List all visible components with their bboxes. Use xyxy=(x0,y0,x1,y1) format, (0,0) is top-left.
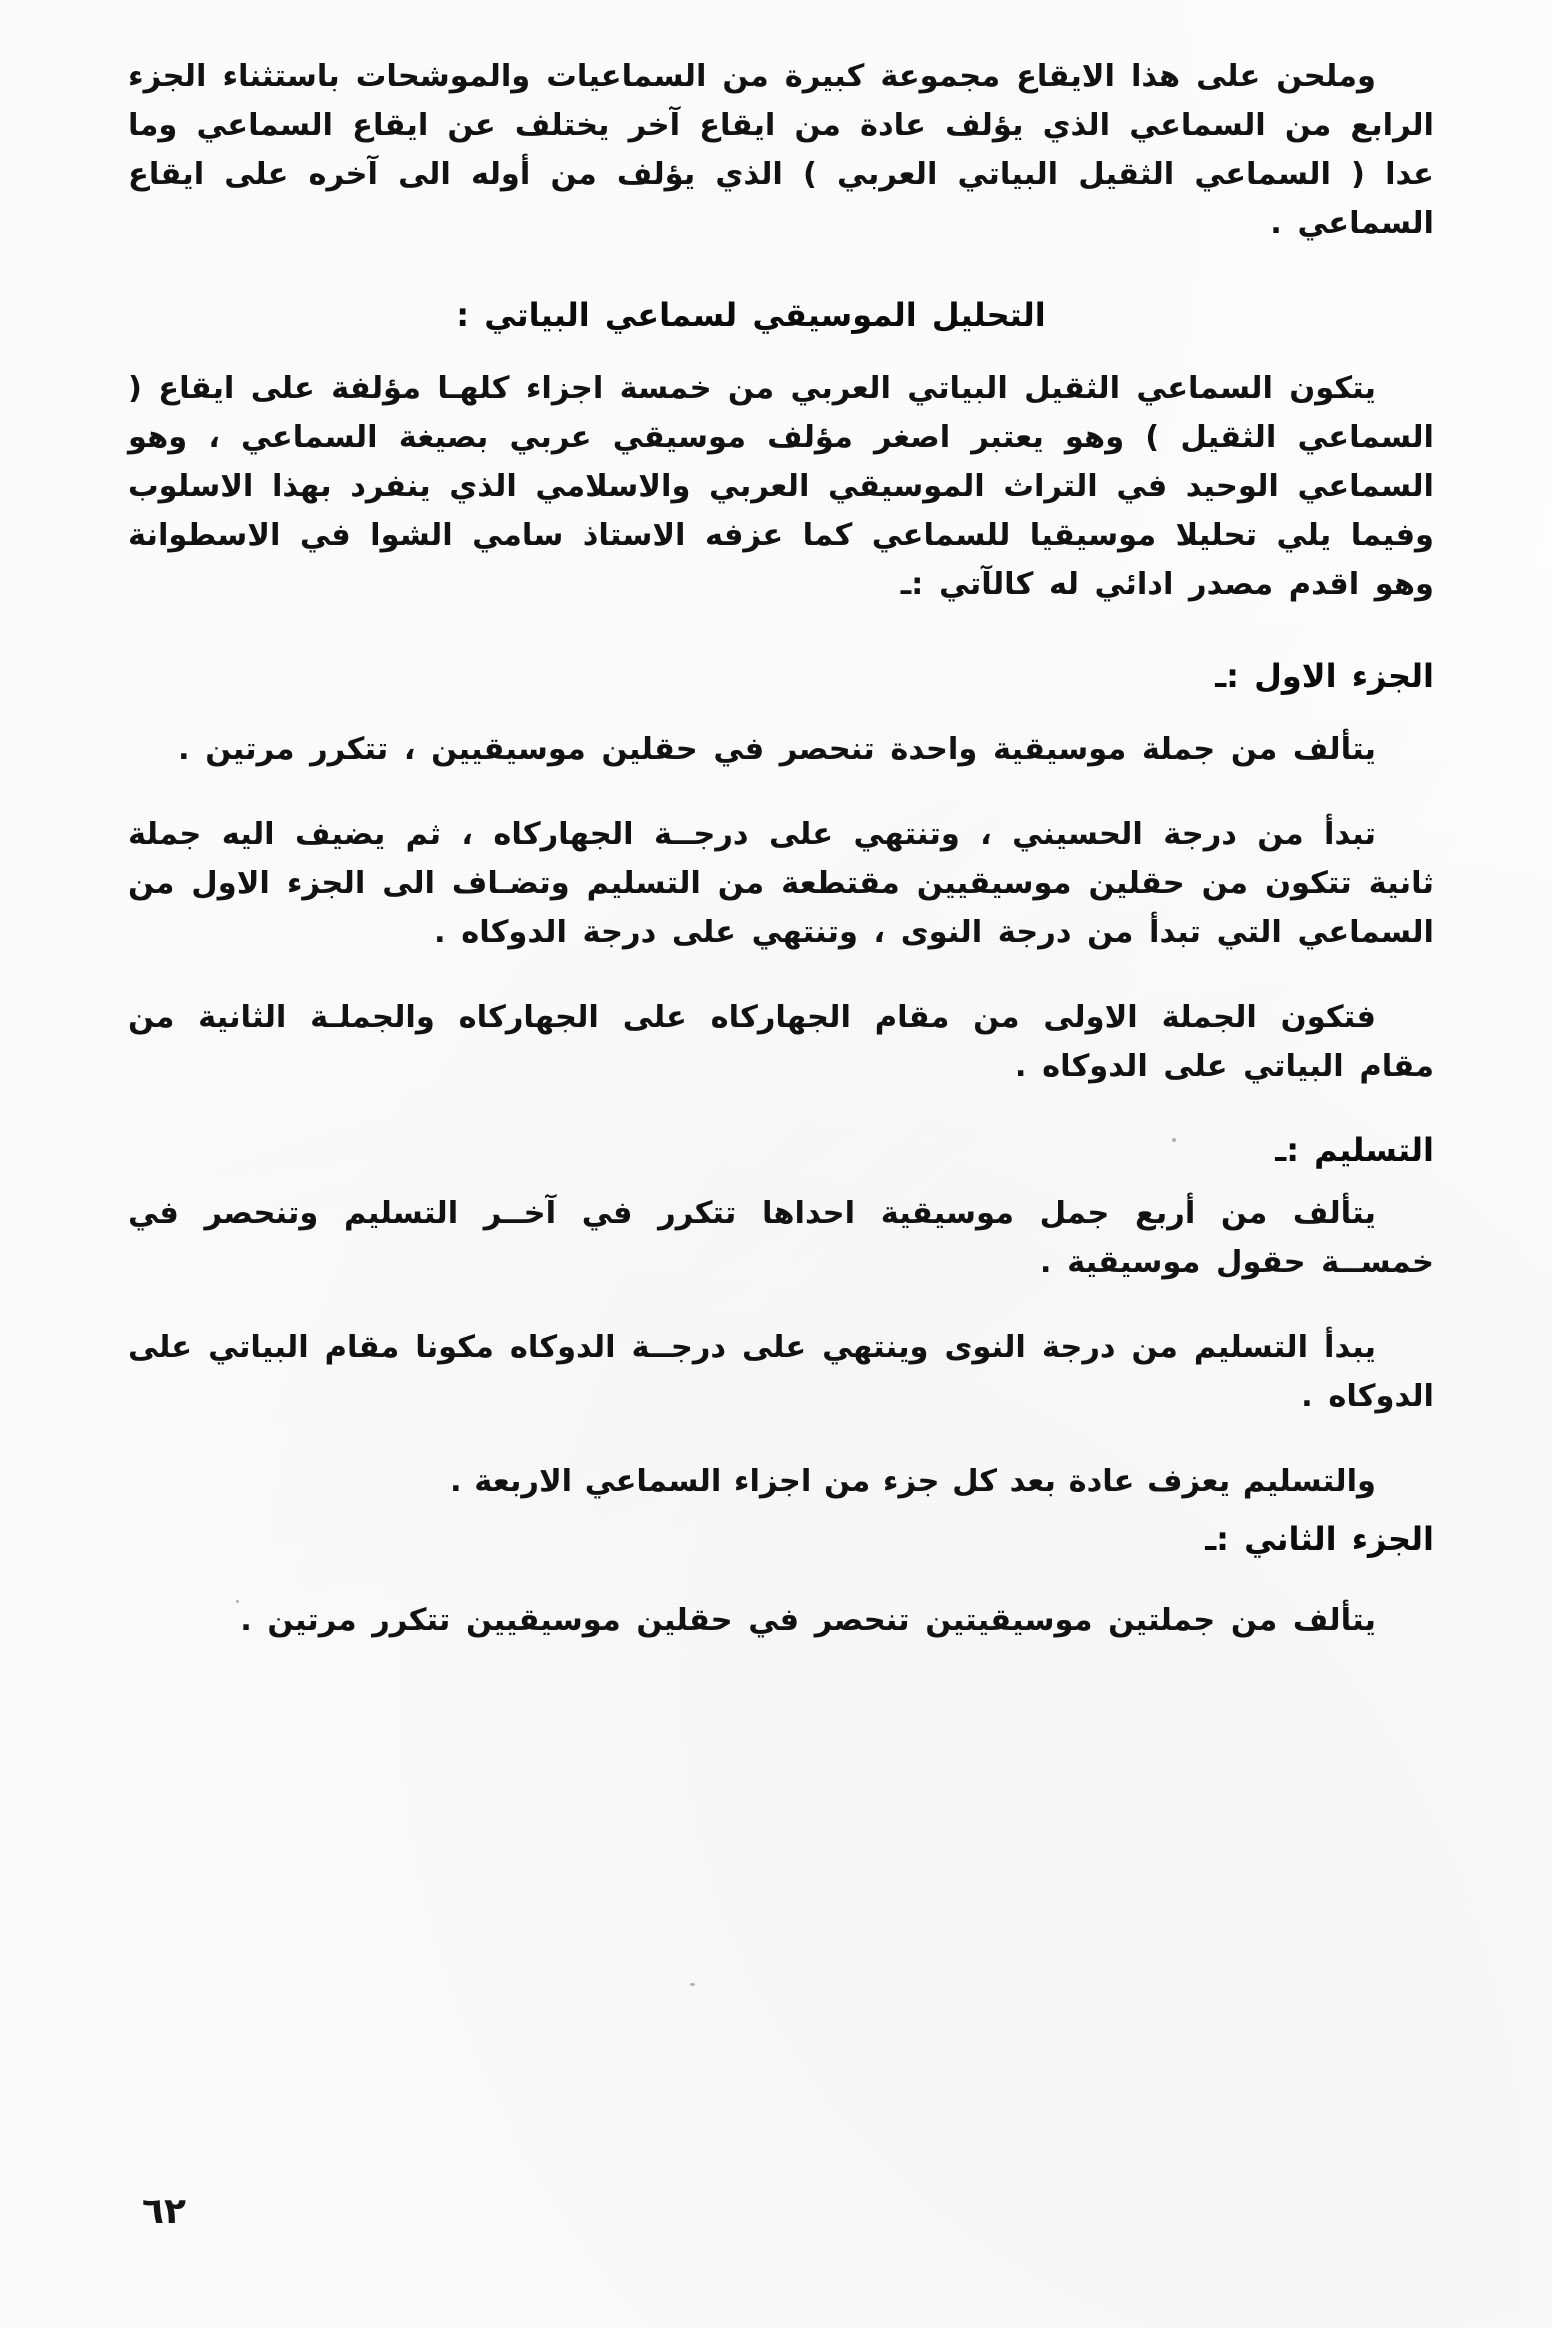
heading-part-two: الجزء الثاني :ـ xyxy=(1205,1520,1434,1558)
paragraph-sama3i-composition: يتكون السماعي الثقيل البياتي العربي من خمسة اجزاء كلهـا مؤلفة على ايقاع ( السماعي الثقيل ) وهو يعتبر اصغر مؤلف موسيقي عربي بصيغة السماعي ، وهو السماعي الوحيد في التراث الموسيقي العربي والاسلامي الذي ينفرد بهذا الاسلوب وفيما يلي تحليلا موسيقيا للسماعي كما عزفه الاستاذ سامي الشوا في الاسطوانة وهو اقدم مصدر ادائي له كالآتي :ـ xyxy=(128,371,1434,602)
spacer xyxy=(128,1431,1434,1457)
paragraph-taslim-structure: يتألف من أربع جمل موسيقية احداها تتكرر في آخــر التسليم وتنحصر في خمســة حقول موسيقية . xyxy=(128,1196,1434,1280)
text-column xyxy=(128,52,1434,1655)
page-number: ٦٢ xyxy=(142,2191,186,2232)
paragraph-part-two-phrases: يتألف من جملتين موسيقيتين تنحصر في حقلين موسيقيين تتكرر مرتين . xyxy=(240,1603,1376,1638)
heading-part-one: الجزء الاول :ـ xyxy=(1215,657,1434,695)
spacer xyxy=(128,338,1434,364)
spacer xyxy=(128,619,1434,653)
spacer xyxy=(128,699,1434,725)
scan-speck xyxy=(1172,1138,1176,1142)
spacer xyxy=(128,1101,1434,1127)
spacer xyxy=(128,1173,1434,1189)
scan-speck xyxy=(236,1600,239,1603)
paragraph-taslim-range: يبدأ التسليم من درجة النوى وينتهي على درجــة الدوكاه مكونا مقام البياتي على الدوكاه . xyxy=(128,1330,1434,1414)
spacer xyxy=(128,1297,1434,1323)
paragraph-taslim-performance: والتسليم يعزف عادة بعد كل جزء من اجزاء السماعي الاربعة . xyxy=(450,1464,1376,1499)
spacer xyxy=(128,784,1434,810)
scan-speck xyxy=(690,1983,695,1986)
paragraph-intro: وملحن على هذا الايقاع مجموعة كبيرة من السماعيات والموشحات باستثناء الجزء الرابع من السماعي الذي يؤلف عادة من ايقاع آخر يختلف عن ايقاع السماعي وما عدا ( السماعي الثقيل البياتي العربي ) الذي يؤلف من أوله الى آخره على ايقاع السماعي . xyxy=(128,59,1434,241)
paragraph-husayni-jaharkah: تبدأ من درجة الحسيني ، وتنتهي على درجــة الجهاركاه ، ثم يضيف اليه جملة ثانية تتكون من حقلين موسيقيين مقتطعة من التسليم وتضـاف الى الجزء الاول من السماعي التي تبدأ من درجة النوى ، وتنتهي على درجة الدوكاه . xyxy=(128,817,1434,950)
paragraph-maqam-phrases: فتكون الجملة الاولى من مقام الجهاركاه على الجهاركاه والجملـة الثانية من مقام البياتي على الدوكاه . xyxy=(128,1000,1434,1084)
spacer xyxy=(128,258,1434,292)
paragraph-part-one-phrase: يتألف من جملة موسيقية واحدة تنحصر في حقلين موسيقيين ، تتكرر مرتين . xyxy=(178,732,1376,767)
heading-musical-analysis: التحليل الموسيقي لسماعي البياتي : xyxy=(456,296,1046,334)
spacer xyxy=(128,1562,1434,1596)
spacer xyxy=(128,967,1434,993)
heading-taslim: التسليم :ـ xyxy=(1275,1131,1434,1169)
